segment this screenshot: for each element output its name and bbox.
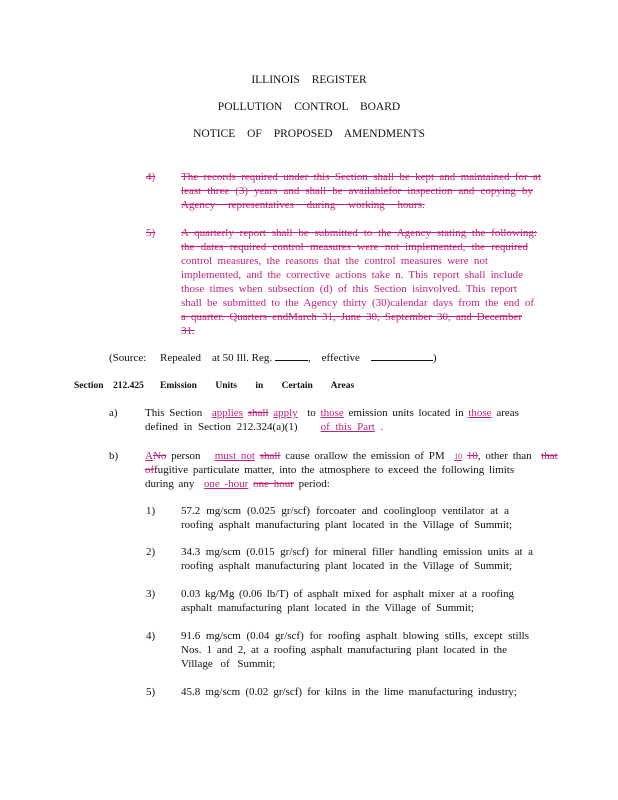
limit-line: roofing asphalt manufacturing plant located in the Village of Summit; <box>181 519 512 531</box>
item5-line: 31. <box>181 325 195 337</box>
limit-line: Village of Summit; <box>181 658 276 670</box>
insertion: of this Part <box>320 421 375 433</box>
insertion: A <box>145 450 153 462</box>
item4-line: least three (3) years and shall be availablefor inspection and copying by <box>181 185 533 197</box>
limit-line: Nos. 1 and 2, at a roofing asphalt manufacturing plant located in the <box>181 644 507 656</box>
register-title: ILLINOIS REGISTER <box>251 74 367 86</box>
notice-title: NOTICE OF PROPOSED AMENDMENTS <box>193 128 425 140</box>
text-run: period: <box>298 478 330 490</box>
insertion: those <box>320 407 344 419</box>
para-b-line2 <box>145 464 514 476</box>
deletion: one hour <box>253 478 294 490</box>
section-number: 212.425 <box>113 381 144 391</box>
source-effective: effective <box>321 352 360 364</box>
item5-line: A quarterly report shall be submitted to the Agency stating the following: <box>181 227 537 239</box>
item5-line: shall be submitted to the Agency thirty (30)calendar days from the end of <box>181 297 534 309</box>
limit-line: roofing asphalt manufacturing plant located in the Village of Summit; <box>181 560 512 572</box>
source-note: (Source: Repealed at 50 Ill. Reg. , effective ) <box>109 352 437 364</box>
limit-line: 57.2 mg/scm (0.025 gr/scf) forcoater and coolingloop ventilator at a <box>181 505 509 517</box>
source-open: (Source: <box>109 352 147 364</box>
text-run: emission units located in <box>348 407 464 419</box>
text-run: defined in Section 212.324(a)(1) <box>145 421 298 433</box>
limit-line: 45.8 mg/scm (0.02 gr/scf) for kilns in the lime manufacturing industry; <box>181 686 517 698</box>
deletion: No <box>152 450 167 462</box>
limit-line: asphalt manufacturing plant located in the Village of Summit; <box>181 602 474 614</box>
para-b-line3 <box>145 478 330 490</box>
limit-number: 5) <box>146 686 156 698</box>
text-run: fugitive particulate matter, into the atmosphere to exceed the following limits <box>153 464 515 476</box>
text-run: during any <box>145 478 195 490</box>
item5-line: a quarter. Quarters endMarch 31, June 30, September 30, and December <box>181 311 522 323</box>
para-a-line2 <box>145 421 383 433</box>
text-run: areas <box>496 407 519 419</box>
insertion: apply <box>273 407 298 419</box>
limit-number: 3) <box>146 588 156 600</box>
limit-number: 4) <box>146 630 156 642</box>
section-title: Emission Units in Certain Areas <box>160 381 355 391</box>
insertion: applies <box>211 407 243 419</box>
para-a-label: a) <box>109 407 118 419</box>
register-page-blank[interactable] <box>275 360 308 361</box>
limit-line: 0.03 kg/Mg (0.06 lb/T) of asphalt mixed for asphalt mixer at a roofing <box>181 588 514 600</box>
para-b-line1 <box>145 450 558 462</box>
deletion: shall <box>259 450 281 462</box>
text-run: person <box>171 450 201 462</box>
item4-number: 4) <box>146 171 156 183</box>
board-title: POLLUTION CONTROL BOARD <box>217 101 401 113</box>
text-run: , other than <box>477 450 532 462</box>
text-run: cause orallow the emission of PM <box>285 450 445 462</box>
item5-line: the dates required control measures were not implemented, the required <box>181 241 528 253</box>
text-run: This Section <box>145 407 203 419</box>
item5-line: control measures, the reasons that the control measures were not <box>181 255 488 267</box>
insertion: must not <box>214 450 255 462</box>
deletion: that <box>541 450 558 462</box>
deletion: 10 <box>466 450 478 462</box>
limit-number: 1) <box>146 505 156 517</box>
section-label: Section <box>74 381 104 391</box>
source-close: ) <box>432 352 437 364</box>
insertion: those <box>468 407 492 419</box>
text-run: to <box>307 407 316 419</box>
item4-line: The records required under this Section shall be kept and maintained for at <box>181 171 541 183</box>
item5-line: those times when subsection (d) of this Section isinvolved. This report <box>181 283 517 295</box>
effective-date-blank[interactable] <box>371 360 433 361</box>
limit-number: 2) <box>146 546 156 558</box>
para-b-label: b) <box>109 450 119 462</box>
item5-number: 5) <box>146 227 156 239</box>
text-run: . <box>380 421 384 433</box>
deletion: of <box>145 464 154 476</box>
limit-line: 91.6 mg/scm (0.04 gr/scf) for roofing asphalt blowing stills, except stills <box>181 630 529 642</box>
insertion: 10 <box>454 452 463 461</box>
item4-line: Agency representatives during working hours. <box>181 199 425 211</box>
insertion: one -hour <box>203 478 249 490</box>
source-register-ref: at 50 Ill. Reg. <box>211 352 273 364</box>
item5-line: implemented, and the corrective actions take n. This report shall include <box>181 269 523 281</box>
source-repealed: Repealed <box>160 352 201 364</box>
limit-line: 34.3 mg/scm (0.015 gr/scf) for mineral filler handling emission units at a <box>181 546 533 558</box>
para-a-line1 <box>145 407 519 419</box>
deletion: shall <box>247 407 269 419</box>
